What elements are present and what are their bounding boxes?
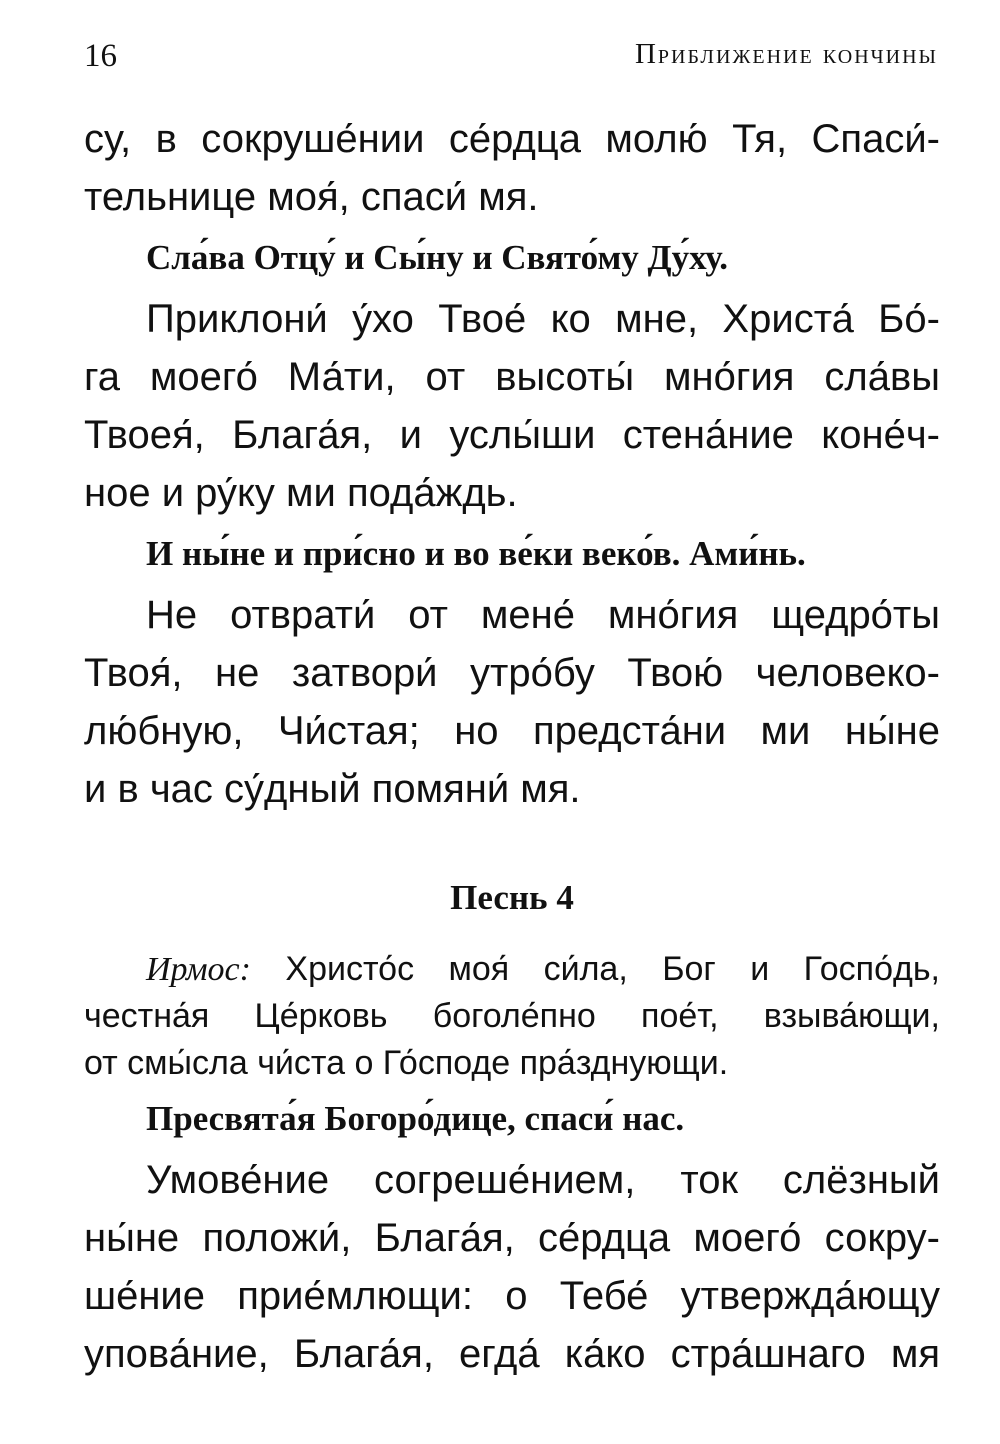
irmos-label: Ирмос: bbox=[146, 951, 251, 988]
text-line: Не отврати́ от мене́ мно́гия щедро́ты bbox=[146, 593, 940, 637]
text-line: от смы́сла чи́ста о Го́споде пра́зднующи. bbox=[84, 1044, 729, 1082]
text-line bbox=[84, 946, 940, 993]
text-line: Умове́ние согреше́нием, ток слёзный bbox=[146, 1158, 940, 1202]
paragraph-3 bbox=[84, 586, 940, 818]
paragraph-2 bbox=[84, 290, 940, 522]
page-body bbox=[84, 110, 940, 1383]
paragraph-1 bbox=[84, 110, 940, 226]
paragraph-4 bbox=[84, 1151, 940, 1383]
irmos-paragraph bbox=[84, 946, 940, 1087]
text-line: Твоея́, Блага́я, и услы́ши стена́ние коне́ч- bbox=[84, 413, 940, 457]
rubric-glory: Сла́ва Отцу́ и Сы́ну и Свято́му Ду́ху. bbox=[146, 238, 729, 277]
rubric-theotokos: Пресвята́я Богоро́дице, спаси́ нас. bbox=[146, 1099, 685, 1138]
text-line: тельнице моя́, спаси́ мя. bbox=[84, 175, 539, 219]
text-line: упова́ние, Блага́я, егда́ ка́ко стра́шнаго мя bbox=[84, 1332, 940, 1376]
section-heading: Песнь 4 bbox=[450, 878, 574, 917]
text-line: су, в сокруше́нии се́рдца молю́ Тя, Спаси́- bbox=[84, 117, 940, 161]
text-line: ны́не положи́, Блага́я, се́рдца моего́ сокру- bbox=[84, 1216, 940, 1260]
running-title: Приближение кончины bbox=[634, 38, 938, 70]
text-line: ше́ние прие́млющи: о Тебе́ утвержда́ющу bbox=[84, 1274, 940, 1318]
rubric-now-and-ever: И ны́не и при́сно и во ве́ки веко́в. Ами́нь. bbox=[146, 534, 806, 573]
text-line: Твоя́, не затвори́ утро́бу Твою́ человеко- bbox=[84, 651, 940, 695]
page-header bbox=[84, 38, 938, 78]
text-line: га моего́ Ма́ти, от высоты́ мно́гия сла́вы bbox=[84, 355, 940, 399]
text-line: ное и ру́ку ми пода́ждь. bbox=[84, 471, 518, 515]
text-line: Приклони́ у́хо Твое́ ко мне, Христа́ Бо́- bbox=[146, 297, 940, 341]
irmos-text: Христо́с моя́ си́ла, Бог и Госпо́дь, bbox=[250, 950, 940, 988]
page-number: 16 bbox=[84, 38, 117, 74]
text-line: и в час су́дный помяни́ мя. bbox=[84, 767, 581, 811]
text-line: честна́я Це́рковь боголе́пно пое́т, взыва́ющи, bbox=[84, 997, 940, 1035]
text-line: лю́бную, Чи́стая; но предста́ни ми ны́не bbox=[84, 709, 940, 753]
